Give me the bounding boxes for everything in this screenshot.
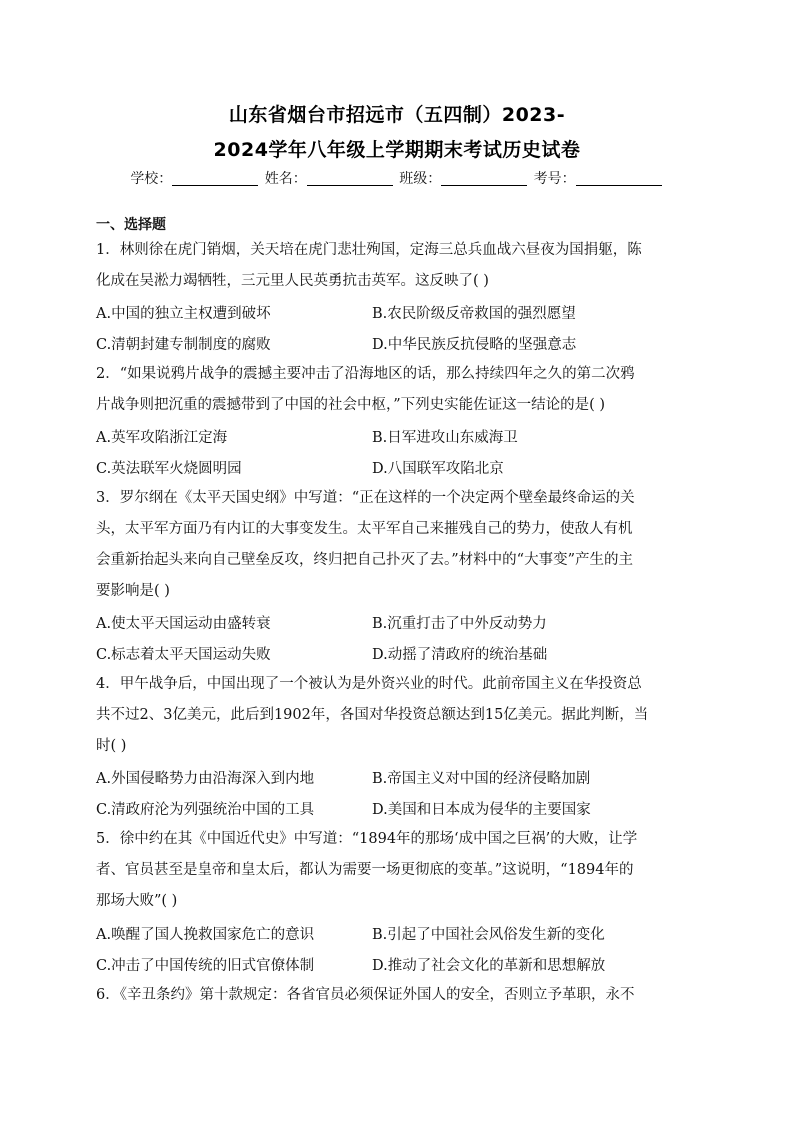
option-c: C.清政府沦为列强统治中国的工具 xyxy=(96,802,315,818)
option-d: D.推动了社会文化的革新和思想解放 xyxy=(372,958,606,974)
option-b: B.沉重打击了中外反动势力 xyxy=(372,616,547,632)
name-label: 姓名： xyxy=(264,171,307,187)
number-blank[interactable] xyxy=(576,171,662,186)
question-5 xyxy=(96,824,700,917)
school-blank[interactable] xyxy=(172,171,258,186)
question-line: 4．甲午战争后，中国出现了一个被认为是外资兴业的时代。此前帝国主义在华投资总 xyxy=(96,676,642,692)
option-a: A.唤醒了国人挽救国家危亡的意识 xyxy=(96,927,315,943)
question-line: 化成在吴淞力竭牺牲，三元里人民英勇抗击英军。这反映了( ) xyxy=(96,273,489,289)
option-a: A.使太平天国运动由盛转衰 xyxy=(96,616,271,632)
option-a: A.外国侵略势力由沿海深入到内地 xyxy=(96,771,315,787)
question-line: 会重新抬起头来向自己壁垒反攻，终归把自己扑灭了去。”材料中的“大事变”产生的主 xyxy=(96,552,633,568)
school-label: 学校： xyxy=(130,171,173,187)
question-line: 者、官员甚至是皇帝和皇太后，都认为需要一场更彻底的变革。”这说明，“1894年的 xyxy=(96,862,634,878)
question-line: 时( ) xyxy=(96,738,127,754)
class-blank[interactable] xyxy=(441,171,527,186)
option-c: C.清朝封建专制制度的腐败 xyxy=(96,337,271,353)
option-a: A.中国的独立主权遭到破坏 xyxy=(96,306,271,322)
number-label: 考号： xyxy=(533,171,576,187)
section-heading: 一、选择题 xyxy=(96,217,166,233)
question-6 xyxy=(96,980,700,1011)
question-3 xyxy=(96,483,700,607)
option-b: B.帝国主义对中国的经济侵略加剧 xyxy=(372,771,591,787)
class-label: 班级： xyxy=(399,171,442,187)
question-2 xyxy=(96,359,700,421)
option-a: A.英军攻陷浙江定海 xyxy=(96,430,228,446)
question-line: 要影响是( ) xyxy=(96,583,170,599)
exam-title-line1: 山东省烟台市招远市（五四制）2023- xyxy=(228,104,566,126)
option-d: D.中华民族反抗侵略的坚强意志 xyxy=(372,337,577,353)
option-d: D.美国和日本成为侵华的主要国家 xyxy=(372,802,591,818)
question-4 xyxy=(96,669,700,762)
question-line: 3．罗尔纲在《太平天国史纲》中写道：“正在这样的一个决定两个壁垒最终命运的关 xyxy=(96,490,635,506)
question-line: 1．林则徐在虎门销烟，关天培在虎门悲壮殉国，定海三总兵血战六昼夜为国捐躯，陈 xyxy=(96,242,642,258)
exam-title-line2: 2024学年八年级上学期期末考试历史试卷 xyxy=(213,139,581,161)
option-b: B.农民阶级反帝救国的强烈愿望 xyxy=(372,306,576,322)
question-line: 片战争则把沉重的震撼带到了中国的社会中枢，”下列史实能佐证这一结论的是( ) xyxy=(96,397,606,413)
name-blank[interactable] xyxy=(307,171,393,186)
option-c: C.冲击了中国传统的旧式官僚体制 xyxy=(96,958,315,974)
question-line: 共不过2、3亿美元，此后到1902年，各国对华投资总额达到15亿美元。据此判断，当 xyxy=(96,707,649,723)
student-info-row xyxy=(0,168,794,188)
option-b: B.引起了中国社会风俗发生新的变化 xyxy=(372,927,605,943)
question-line: 2．“如果说鸦片战争的震撼主要冲击了沿海地区的话，那么持续四年之久的第二次鸦 xyxy=(96,366,635,382)
question-line: 5．徐中约在其《中国近代史》中写道：“1894年的那场‘成中国之巨祸’的大败，让学 xyxy=(96,831,638,847)
option-c: C.英法联军火烧圆明园 xyxy=(96,461,242,477)
option-b: B.日军进攻山东威海卫 xyxy=(372,430,518,446)
option-d: D.八国联军攻陷北京 xyxy=(372,461,504,477)
option-c: C.标志着太平天国运动失败 xyxy=(96,647,271,663)
question-line: 头，太平军方面乃有内讧的大事变发生。太平军自己来摧残自己的势力，使敌人有机 xyxy=(96,521,633,537)
option-d: D.动摇了清政府的统治基础 xyxy=(372,647,548,663)
question-line: 那场大败”( ) xyxy=(96,893,178,909)
question-line: 6．《辛丑条约》第十款规定：各省官员必须保证外国人的安全，否则立予革职，永不 xyxy=(96,987,635,1003)
question-1 xyxy=(96,235,700,297)
